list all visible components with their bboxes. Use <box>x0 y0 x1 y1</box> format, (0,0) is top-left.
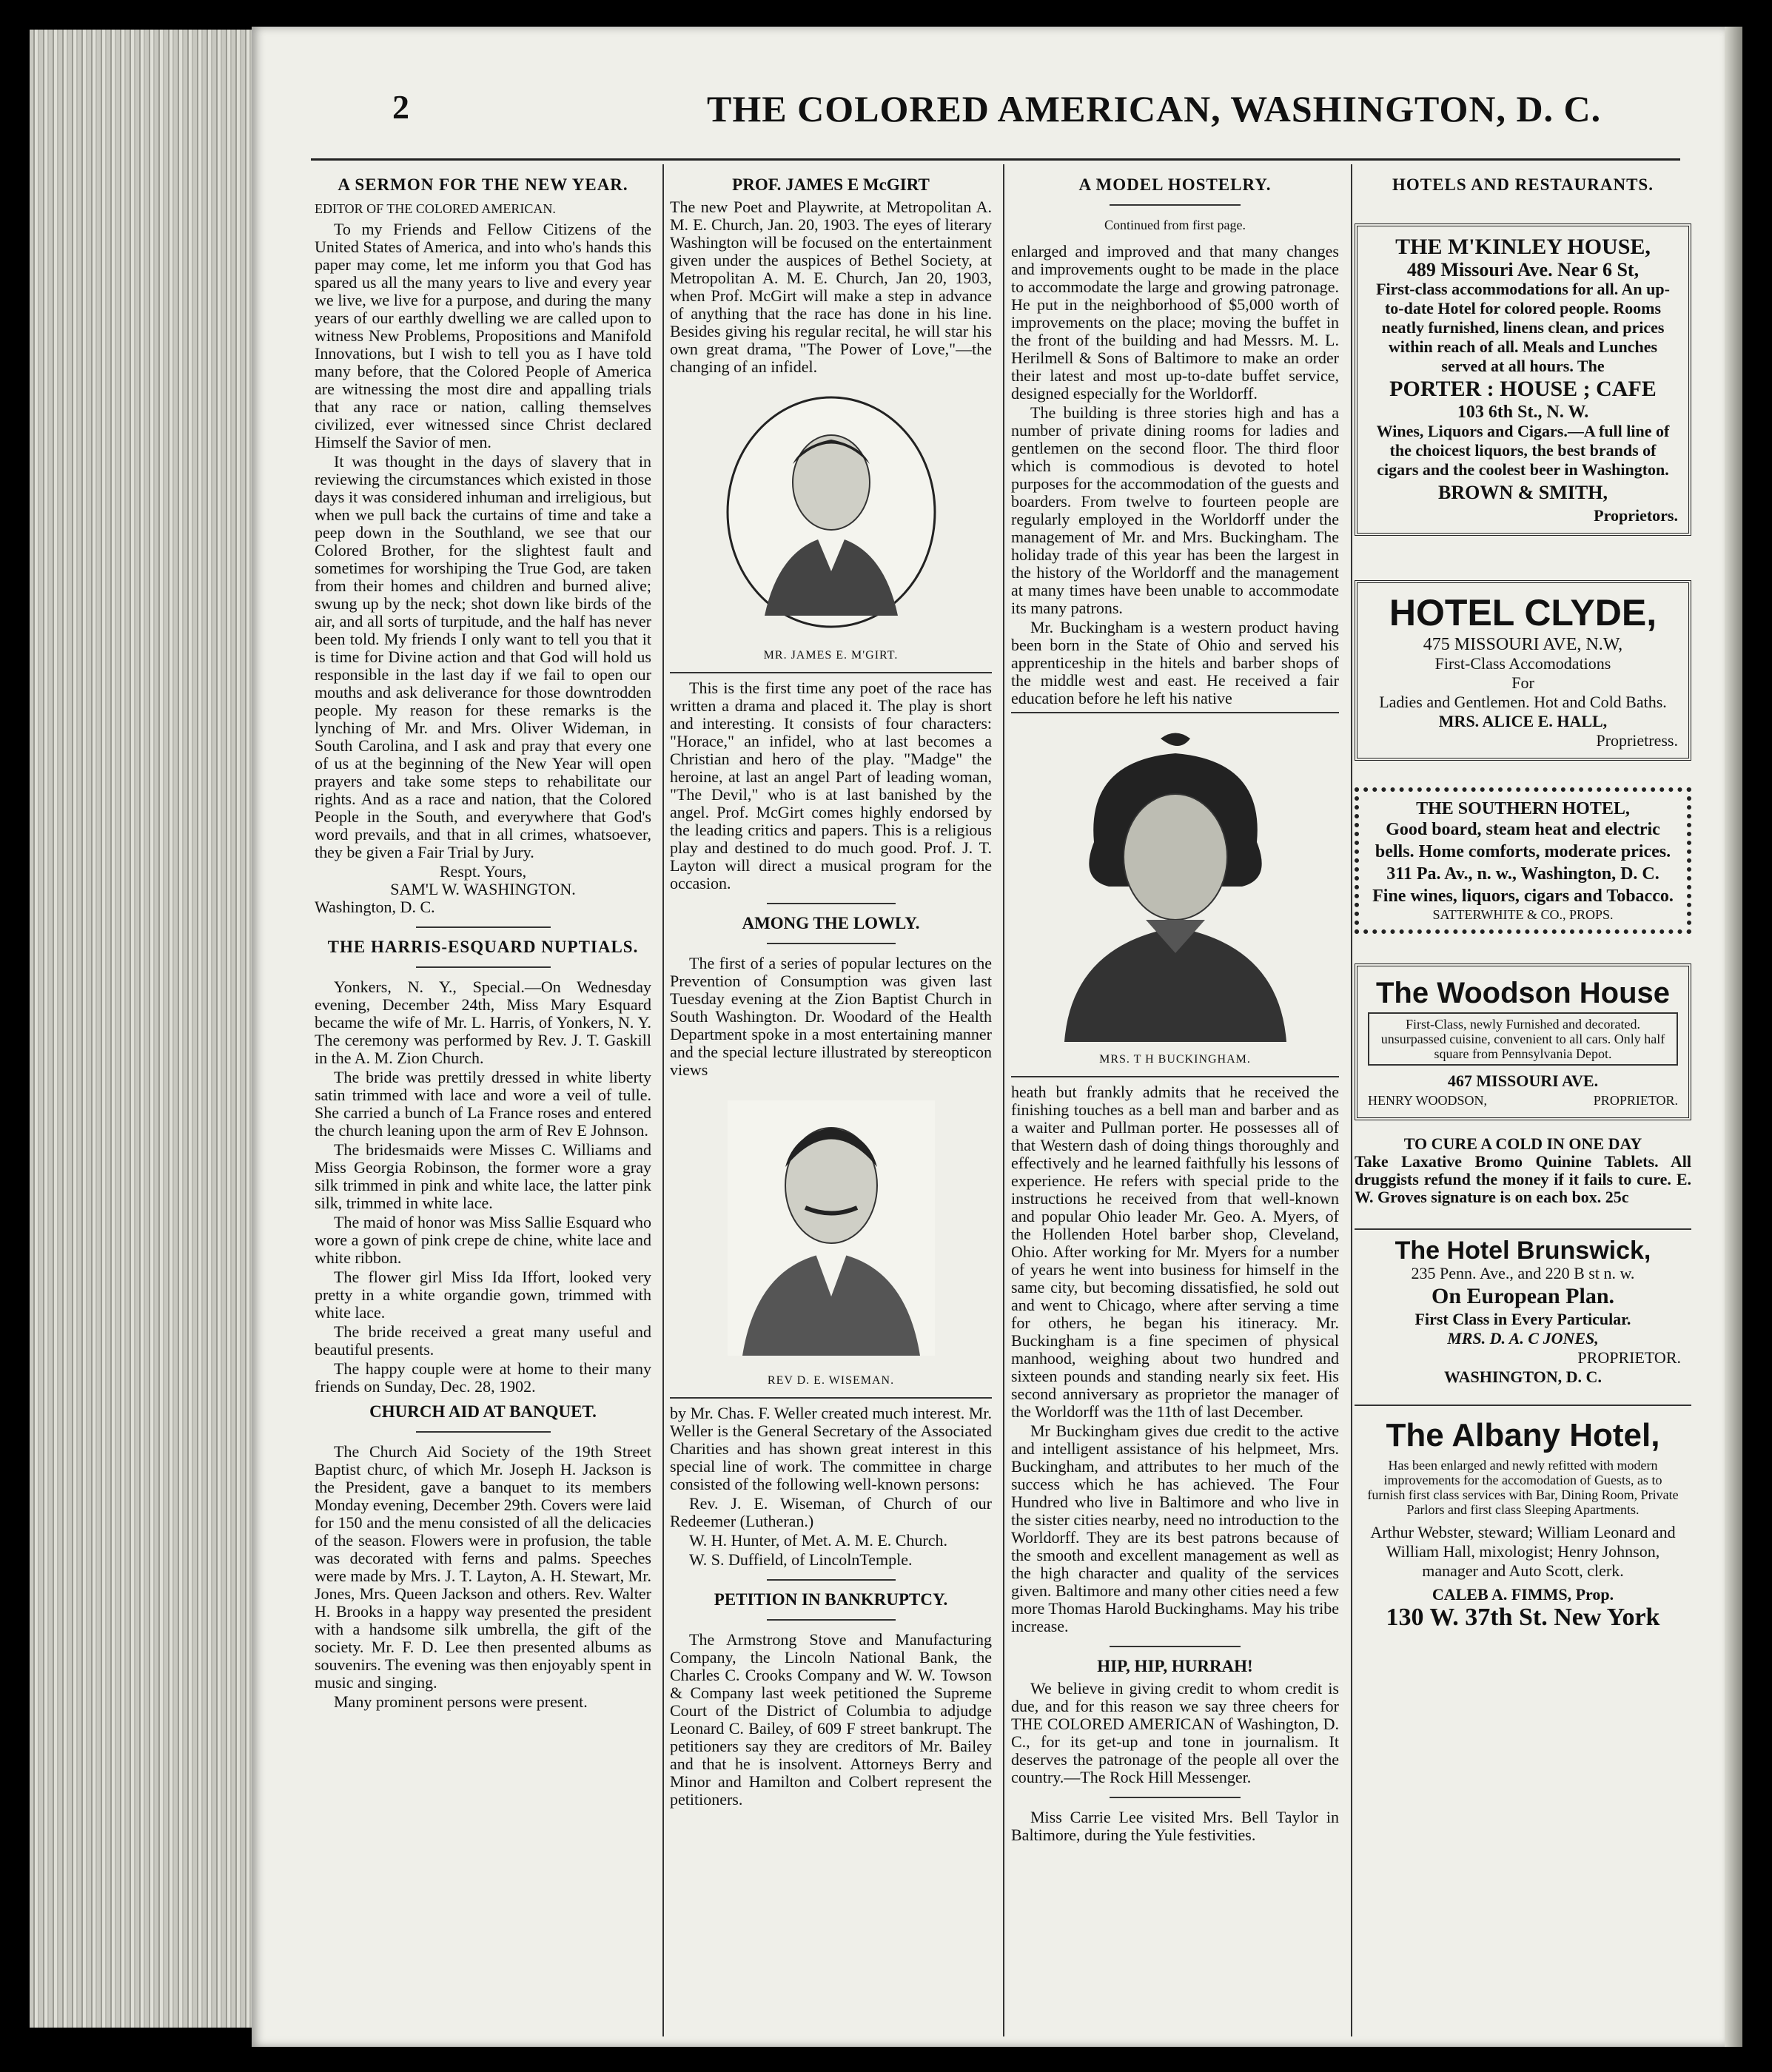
article-heading: AMONG THE LOWLY. <box>742 914 920 932</box>
ad-title: The Woodson House <box>1375 977 1671 1009</box>
column-rule <box>1003 164 1004 2036</box>
article-heading: THE HARRIS-ESQUARD NUPTIALS. <box>327 938 639 956</box>
article-paragraph: Mr Buckingham gives due credit to the active and intelligent assistance of his helpmeet, Mrs. Buckingham, and attributes to her much of the success which he has achieved. The Four Hundred who live in Baltimore and who live in the sister cities nearby, need no introduction to the Worldorff. They are its best patrons because of the smooth and excellent management as well as the high character and quality of the services given. Baltimore and many other cities need a few more Thomas Harold Buckinghams. May his tribe increase. <box>1011 1422 1339 1635</box>
article-paragraph: by Mr. Chas. F. Weller created much interest. Mr. Weller is the General Secretary of the Associated Charities and has shown great interest in this special line of work. The committee in charge consisted of the following well-known persons: <box>670 1404 992 1493</box>
article-paragraph: heath but frankly admits that he received the finishing touches as a bell man and barber and as a waiter and Pullman porter. He possesses all of that Western dash of doing things thoroughly and effectively and he learned faithfully his lessons of experience. He refers with special pride to the instructions he received from that well-known and popular Ohio leader Mr. Geo. A. Myers, of the Hollenden Hotel barber shop, Cleveland, Ohio. After working for Mr. Myers for a number of years he went into business for himself in the same city, but becoming dissatisfied, he sold out and went to Chicago, where after serving a time for others, he began his itineracy. Mr. Buckingham is a fine specimen of physical manhood, weighing about two hundred and sixteen pounds and standing nearly six feet. His second anniversary as proprietor the manager of the Worldorff was the 11th of last December. <box>1011 1083 1339 1421</box>
article-paragraph: Miss Carrie Lee visited Mrs. Bell Taylor in Baltimore, during the Yule festivities. <box>1011 1808 1339 1844</box>
ad-address: 475 MISSOURI AVE, N.W, <box>1423 635 1623 654</box>
column-1 <box>315 169 651 2034</box>
ad-owner: MRS. ALICE E. HALL, <box>1438 712 1608 730</box>
ad-hotel-brunswick <box>1355 1228 1691 1394</box>
article-paragraph: The flower girl Miss Ida Iffort, looked very pretty in a white organdie gown, trimmed with white lace. <box>315 1268 651 1322</box>
article-paragraph: The first of a series of popular lectures on the Prevention of Consumption was given last Tuesday evening at the Zion Baptist Church in South Washington. Dr. Woodard of the Health Department spoke in a most entertaining manner and the special lecture illustrated by stereopticon views <box>670 954 992 1079</box>
portrait-caption: MRS. T H BUCKINGHAM. <box>1099 1053 1251 1066</box>
ad-body: Good board, steam heat and electric bells. Home comforts, moderate prices. 311 Pa. Av., n. w., Washington, D. C. Fine wines, liquors, cigars and Tobacco. <box>1372 820 1674 906</box>
ad-address: 130 W. 37th St. New York <box>1386 1604 1660 1631</box>
article-paragraph: enlarged and improved and that many changes and improvements ought to be made in the place to accommodate the large and growing patronage. He put in the neighborhood of $5,000 worth of improvements on the place; moving the buffet in the front of the building and had Messrs. M. L. Herilmell & Sons of Baltimore to make an order their latest and most up-to-date buffet service, designed especially for the Worldorff. <box>1011 242 1339 403</box>
ad-southern-hotel <box>1355 787 1691 934</box>
ad-title: HOTEL CLYDE, <box>1389 592 1657 633</box>
article-paragraph: Mr. Buckingham is a western product having been born in the State of Ohio and served his apprenticeship in the hitels and barber shops of the middle west and east. He received a fair education before he left his native <box>1011 618 1339 707</box>
article-paragraph: The maid of honor was Miss Sallie Esquard who wore a gown of pink crepe de chine, white lace and white ribbon. <box>315 1213 651 1267</box>
masthead <box>278 87 1706 138</box>
ad-role: PROPRIETOR. <box>1593 1093 1678 1108</box>
ad-line: For <box>1511 673 1534 692</box>
divider <box>767 903 896 904</box>
ad-line: First Class in Every Particular. <box>1414 1310 1631 1328</box>
ad-address: 489 Missouri Ave. Near 6 St, <box>1406 259 1640 280</box>
newspaper-title: THE COLORED AMERICAN, WASHINGTON, D. C. <box>707 88 1602 130</box>
divider <box>767 1619 896 1621</box>
ad-owner: SATTERWHITE & CO., PROPS. <box>1432 907 1614 922</box>
ad-mckinley-house <box>1355 223 1691 536</box>
ad-hotel-clyde <box>1355 580 1691 761</box>
divider <box>767 1579 896 1581</box>
divider <box>1110 1797 1241 1798</box>
article-paragraph: Many prominent persons were present. <box>334 1692 588 1711</box>
article-heading: PROF. JAMES E McGIRT <box>732 175 930 194</box>
article-heading: A MODEL HOSTELRY. <box>1078 175 1272 194</box>
article-paragraph: The Church Aid Society of the 19th Street Baptist churc, of which Mr. Joseph H. Jackson is the President, gave a banquet to its members Monday evening, December 29th. Covers were laid for 150 and the menu consisted of all the delicacies of the season. Flowers were in profusion, the table was decorated with ferns and palms. Speeches were made by Mrs. J. T. Layton, A. H. Stewart, Mr. Jones, Mrs. Queen Jackson and others. Rev. Walter H. Brooks in a happy way presented the president with a handsome silk umbrella, the gift of the society. Mr. F. D. Lee then presented albums as souvenirs. The evening was then enjoyably spent in music and singing. <box>315 1442 651 1692</box>
ad-owner: CALEB A. FIMMS, Prop. <box>1432 1585 1614 1604</box>
divider <box>1110 204 1241 206</box>
article-paragraph: W. H. Hunter, of Met. A. M. E. Church. <box>689 1531 948 1550</box>
signature-place: Washington, D. C. <box>315 898 435 916</box>
column-2 <box>662 169 999 2034</box>
signature-name: SAM'L W. WASHINGTON. <box>390 880 576 898</box>
column-3 <box>1007 169 1343 2034</box>
divider <box>1011 1076 1339 1077</box>
divider <box>670 672 992 673</box>
ad-body: Wines, Liquors and Cigars.—A full line of the choicest liquors, the best brands of cigars and the coolest beer in Washington. <box>1376 422 1670 479</box>
continued-note: Continued from first page. <box>1104 218 1246 232</box>
ad-owner: MRS. D. A. C JONES, <box>1447 1329 1599 1348</box>
ad-title: The Albany Hotel, <box>1386 1417 1660 1453</box>
ad-plan: On European Plan. <box>1431 1284 1615 1308</box>
ad-body: Take Laxative Bromo Quinine Tablets. All druggists refund the money if it fails to cure. E. W. Groves signature is on each box. 25c <box>1355 1152 1691 1206</box>
ad-owner: BROWN & SMITH, <box>1438 482 1608 503</box>
article-paragraph: The happy couple were at home to their many friends on Sunday, Dec. 28, 1902. <box>315 1359 651 1396</box>
signature-line: Respt. Yours, <box>439 862 527 881</box>
ad-title: THE SOUTHERN HOTEL, <box>1416 799 1630 818</box>
page-number: 2 <box>392 88 409 126</box>
ad-title: THE M'KINLEY HOUSE, <box>1395 235 1651 259</box>
ad-line: First-Class Accomodations <box>1434 654 1611 673</box>
ad-body: First-class accommodations for all. An up-to-date Hotel for colored people. Rooms neatly furnished, linens clean, and prices within reach of all. Meals and Lunches served at all hours. The <box>1376 280 1670 375</box>
ad-address: 467 MISSOURI AVE. <box>1447 1072 1599 1090</box>
article-paragraph: The Armstrong Stove and Manufacturing Company, the Lincoln National Bank, the Charles C. Crooks Company and W. W. Towson & Company last week petitioned the Supreme Court of the District of Columbia to adjudge Leonard C. Bailey, of 609 F street bankrupt. The petitioners say they are creditors of Mr. Bailey and that he is insolvent. Attorneys Berry and Minor and Hamilton and Colbert represent the petitioners. <box>670 1630 992 1809</box>
article-editor-line: EDITOR OF THE COLORED AMERICAN. <box>315 201 556 216</box>
article-paragraph: We believe in giving credit to whom credit is due, and for this reason we say three cheers for THE COLORED AMERICAN of Washington, D. C., for its get-up and tone in journalism. It deserves the patronage of the people all over the country.—The Rock Hill Messenger. <box>1011 1679 1339 1786</box>
ad-address: 103 6th St., N. W. <box>1457 403 1589 422</box>
portrait-caption: REV D. E. WISEMAN. <box>767 1374 895 1387</box>
ad-owner: HENRY WOODSON, <box>1368 1093 1488 1108</box>
ad-subtitle: PORTER : HOUSE ; CAFE <box>1389 377 1657 401</box>
masthead-rule <box>311 158 1680 161</box>
ad-role: PROPRIETOR. <box>1577 1348 1681 1367</box>
article-heading: HIP, HIP, HURRAH! <box>1097 1657 1253 1675</box>
ad-role: Proprietors. <box>1594 506 1678 525</box>
portrait-mcgirt <box>720 394 942 638</box>
article-heading: PETITION IN BANKRUPTCY. <box>714 1590 948 1609</box>
article-paragraph: The building is three stories high and has a number of private dining rooms for ladies and gentlemen on the second floor. The third floor which is commodious is devoted to hotel purposes for the accommodation of the guests and boarders. From twelve to fourteen people are regularly employed in the Worldorff under the management of Mr. and Mrs. Buckingham. The holiday trade of this year has been the largest in the history of the Worldorff and the management at many times have been unable to accommodate its many patrons. <box>1011 403 1339 617</box>
ad-line: Ladies and Gentlemen. Hot and Cold Baths. <box>1379 693 1667 711</box>
column-4-ads <box>1355 169 1691 2034</box>
article-heading: CHURCH AID AT BANQUET. <box>369 1402 597 1421</box>
ad-address: 235 Penn. Ave., and 220 B st n. w. <box>1411 1264 1635 1282</box>
portrait-caption: MR. JAMES E. M'GIRT. <box>763 649 899 662</box>
column-rule <box>1351 164 1352 2036</box>
divider <box>767 943 896 944</box>
section-heading: HOTELS AND RESTAURANTS. <box>1392 175 1654 194</box>
ad-albany-hotel <box>1355 1405 1691 1638</box>
article-paragraph: W. S. Duffield, of LincolnTemple. <box>689 1550 913 1569</box>
divider <box>416 966 551 968</box>
article-paragraph: The bridesmaids were Misses C. Williams and Miss Georgia Robinson, the former wore a gray silk trimmed in pink and white lace, the latter pink silk, trimmed in white lace. <box>315 1140 651 1212</box>
article-heading: A SERMON FOR THE NEW YEAR. <box>338 175 628 194</box>
ad-cold-cure <box>1355 1135 1691 1206</box>
ad-staff: Arthur Webster, steward; William Leonard and William Hall, mixologist; Henry Johnson, manager and Auto Scott, clerk. <box>1370 1523 1676 1580</box>
portrait-buckingham <box>1042 731 1309 1042</box>
article-paragraph: Rev. J. E. Wiseman, of Church of our Redeemer (Lutheran.) <box>670 1494 992 1530</box>
ad-city: WASHINGTON, D. C. <box>1444 1368 1602 1386</box>
article-paragraph: It was thought in the days of slavery that in reviewing the circumstances which existed in those days it was considered inhuman and irreligious, but when we pull back the curtains of time and take a peep down in the Southland, we see that our Colored Brother, for the slightest fault and sometimes for worshiping the True God, are taken from their homes and children and burned alive; swung up by the neck; shot down like birds of the air, and all sorts of turpitude, and the half has never been told. My friends I only want to tell you that it is time for Divine action and that God will hold us responsible in the last day if we fail to open our mouths and ask deliverance for those downtrodden people. My reason for these remarks is the lynching of Mr. and Mrs. Oliver Wideman, in South Carolina, and I ask and pray that every one of us at the beginning of the New Year will open prayers and take some steps to rehabilitate our rights. And as a race and nation, that the Colored People in the South, and everywhere that God's word prevails, and that in all crimes, whatsoever, they be given a Fair Trial by Jury. <box>315 452 651 861</box>
ad-woodson-house <box>1355 963 1691 1120</box>
ad-title: The Hotel Brunswick, <box>1395 1237 1651 1265</box>
ad-body: Has been enlarged and newly refitted with modern improvements for the accomodation of Guests, as to furnish first class services with Bar, Dining Room, Private Parlors and first class Sleeping Apartments. <box>1367 1458 1679 1517</box>
divider <box>416 1431 551 1433</box>
binding-gutter <box>1725 27 1742 2047</box>
page-stack-edge <box>30 30 252 2028</box>
ad-body: First-Class, newly Furnished and decorated. unsurpassed cuisine, convenient to all cars. Only half square from Pennsylvania Depot. <box>1368 1012 1678 1066</box>
portrait-wiseman <box>720 1097 942 1363</box>
divider <box>416 926 551 928</box>
article-paragraph: This is the first time any poet of the race has written a drama and placed it. The play is short and interesting. It consists of four characters: "Horace," an infidel, who at last becomes a Christian and hero of the play. "Madge" the heroine, at last an angel Part of leading woman, "The Devil," who is at last banished by the angel. Prof. McGirt comes highly endorsed by the leading critics and papers. This is a religious play and destined to do much good. Prof. J. T. Layton will direct a musical program for the occasion. <box>670 679 992 892</box>
divider <box>1110 1646 1241 1647</box>
article-paragraph: The bride received a great many useful and beautiful presents. <box>315 1322 651 1359</box>
ad-title: TO CURE A COLD IN ONE DAY <box>1403 1134 1642 1153</box>
divider <box>670 1397 992 1399</box>
article-paragraph: The new Poet and Playwrite, at Metropolitan A. M. E. Church, Jan. 20, 1903. The eyes of literary Washington will be focused on the entertainment given under the auspices of Bethel Society, at Metropolitan A. M. E. Church, Jan 20, 1903, when Prof. McGirt will make a step in advance of anything that the race has done in his line. Besides giving his regular recital, he will star his own great drama, "The Power of Love,"—the changing of an infidel. <box>670 198 992 376</box>
ad-role: Proprietress. <box>1596 731 1678 750</box>
article-paragraph: Yonkers, N. Y., Special.—On Wednesday evening, December 24th, Miss Mary Esquard became the wife of Mr. L. Harris, of Yonkers, N. Y. The ceremony was performed by Rev. J. T. Gaskill in the A. M. Zion Church. <box>315 978 651 1067</box>
article-paragraph: The bride was prettily dressed in white liberty satin trimmed with lace and wore a veil of tulle. She carried a bunch of La France roses and entered the church leaning upon the arm of Rev E Johnson. <box>315 1068 651 1140</box>
divider <box>1011 712 1339 713</box>
article-paragraph: To my Friends and Fellow Citizens of the United States of America, and into who's hands this paper may come, let me inform you that God has spared us all the many years to live and every year we live, we live for a purpose, and during the many years of our earthly dwelling we are called upon to witness New Problems, Propositions and Manifold Innovations, but I wish to tell you as I have told many before, that the Colored People of America are witnessing the most dire and appalling trials that any race or nation, calling themselves civilized, ever witnessed since Christ declared Himself the Savior of men. <box>315 220 651 451</box>
